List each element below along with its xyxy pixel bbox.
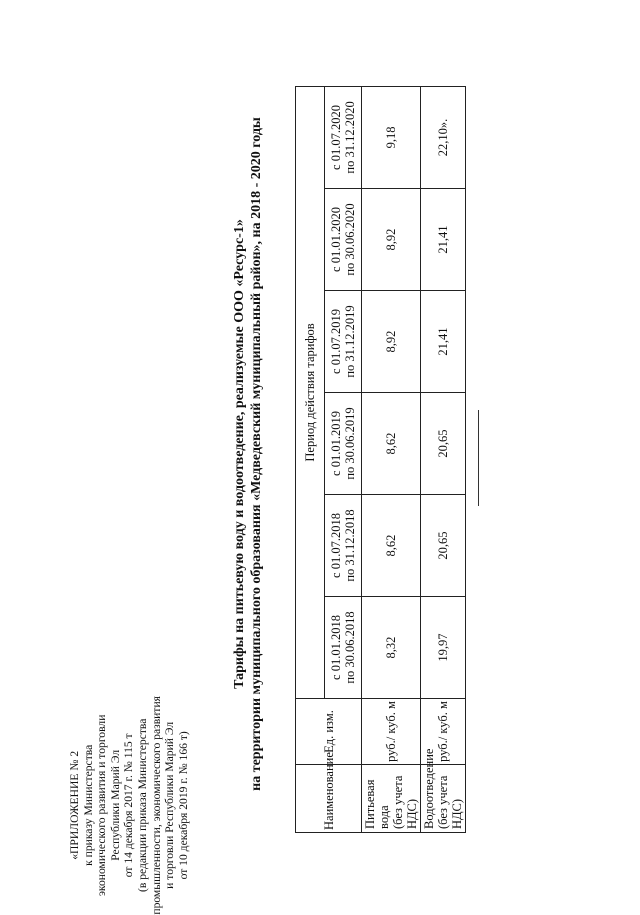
tariff-value: 21,41 <box>421 291 466 393</box>
header-line: (в редакции приказа Министерства <box>135 718 149 893</box>
header-line: «ПРИЛОЖЕНИЕ № 2 <box>68 750 81 860</box>
period-header <box>325 495 362 597</box>
column-header-period: Период действия тарифов <box>296 86 325 698</box>
tariff-value: 8,92 <box>362 189 421 291</box>
period-from: с 01.01.2018 <box>329 615 343 680</box>
tariff-value: 9,18 <box>362 86 421 188</box>
header-line: от 10 декабря 2019 г. № 166 т) <box>176 731 190 880</box>
tariff-value: 20,65 <box>421 393 466 495</box>
period-header <box>325 189 362 291</box>
period-to: по 31.12.2020 <box>343 101 357 174</box>
tariff-value: 20,65 <box>421 495 466 597</box>
period-from: с 01.01.2019 <box>329 411 343 476</box>
header-line: промышленности, экономического развития <box>149 696 163 915</box>
row-unit: руб./ куб. м <box>362 699 421 765</box>
appendix-header <box>68 696 190 915</box>
header-line: от 14 декабря 2017 г. № 115 т <box>122 733 136 878</box>
tariff-value: 8,62 <box>362 393 421 495</box>
column-header-unit: Ед. изм. <box>296 699 362 765</box>
row-name-line: (без учета НДС) <box>391 775 419 829</box>
tariff-value: 19,97 <box>421 597 466 699</box>
row-name-line: (без учета НДС) <box>436 775 464 829</box>
document-title <box>231 44 265 864</box>
tariff-value: 8,62 <box>362 495 421 597</box>
period-header <box>325 597 362 699</box>
period-header <box>325 291 362 393</box>
period-to: по 30.06.2019 <box>343 407 357 480</box>
period-to: по 30.06.2020 <box>343 203 357 276</box>
column-header-name: Наименование <box>296 765 362 833</box>
period-to: по 31.12.2018 <box>343 509 357 582</box>
header-line: и торговли Республики Марий Эл <box>163 721 177 889</box>
period-from: с 01.01.2020 <box>329 207 343 272</box>
row-name <box>421 748 466 833</box>
period-header <box>325 86 362 188</box>
row-name-line: Питьевая вода <box>363 779 391 829</box>
period-from: с 01.07.2020 <box>329 105 343 170</box>
tariff-value: 21,41 <box>421 189 466 291</box>
end-rule <box>478 410 479 506</box>
table-row <box>362 86 421 832</box>
period-from: с 01.07.2019 <box>329 309 343 374</box>
header-line: экономического развития и торговли <box>95 714 109 897</box>
period-header <box>325 393 362 495</box>
header-line: Республики Марий Эл <box>108 749 122 861</box>
tariff-value: 22,10». <box>421 86 466 188</box>
row-name <box>362 765 421 833</box>
row-name-line: Водоотведение <box>422 748 436 829</box>
row-unit: руб./ куб. м <box>421 699 466 765</box>
table-row <box>421 86 466 832</box>
tariff-value: 8,32 <box>362 597 421 699</box>
period-from: с 01.07.2018 <box>329 513 343 578</box>
title-line-1: Тарифы на питьевую воду и водоотведение, реализуемые ООО «Ресурс-1» <box>232 219 247 689</box>
tariff-value: 8,92 <box>362 291 421 393</box>
tariff-table <box>295 86 466 833</box>
period-to: по 31.12.2019 <box>343 305 357 378</box>
title-line-2: на территории муниципального образования «Медведевский муниципальный район», на 2018 - 2020 годы <box>249 117 264 791</box>
header-line: к приказу Министерства <box>81 744 95 866</box>
period-to: по 30.06.2018 <box>343 611 357 684</box>
